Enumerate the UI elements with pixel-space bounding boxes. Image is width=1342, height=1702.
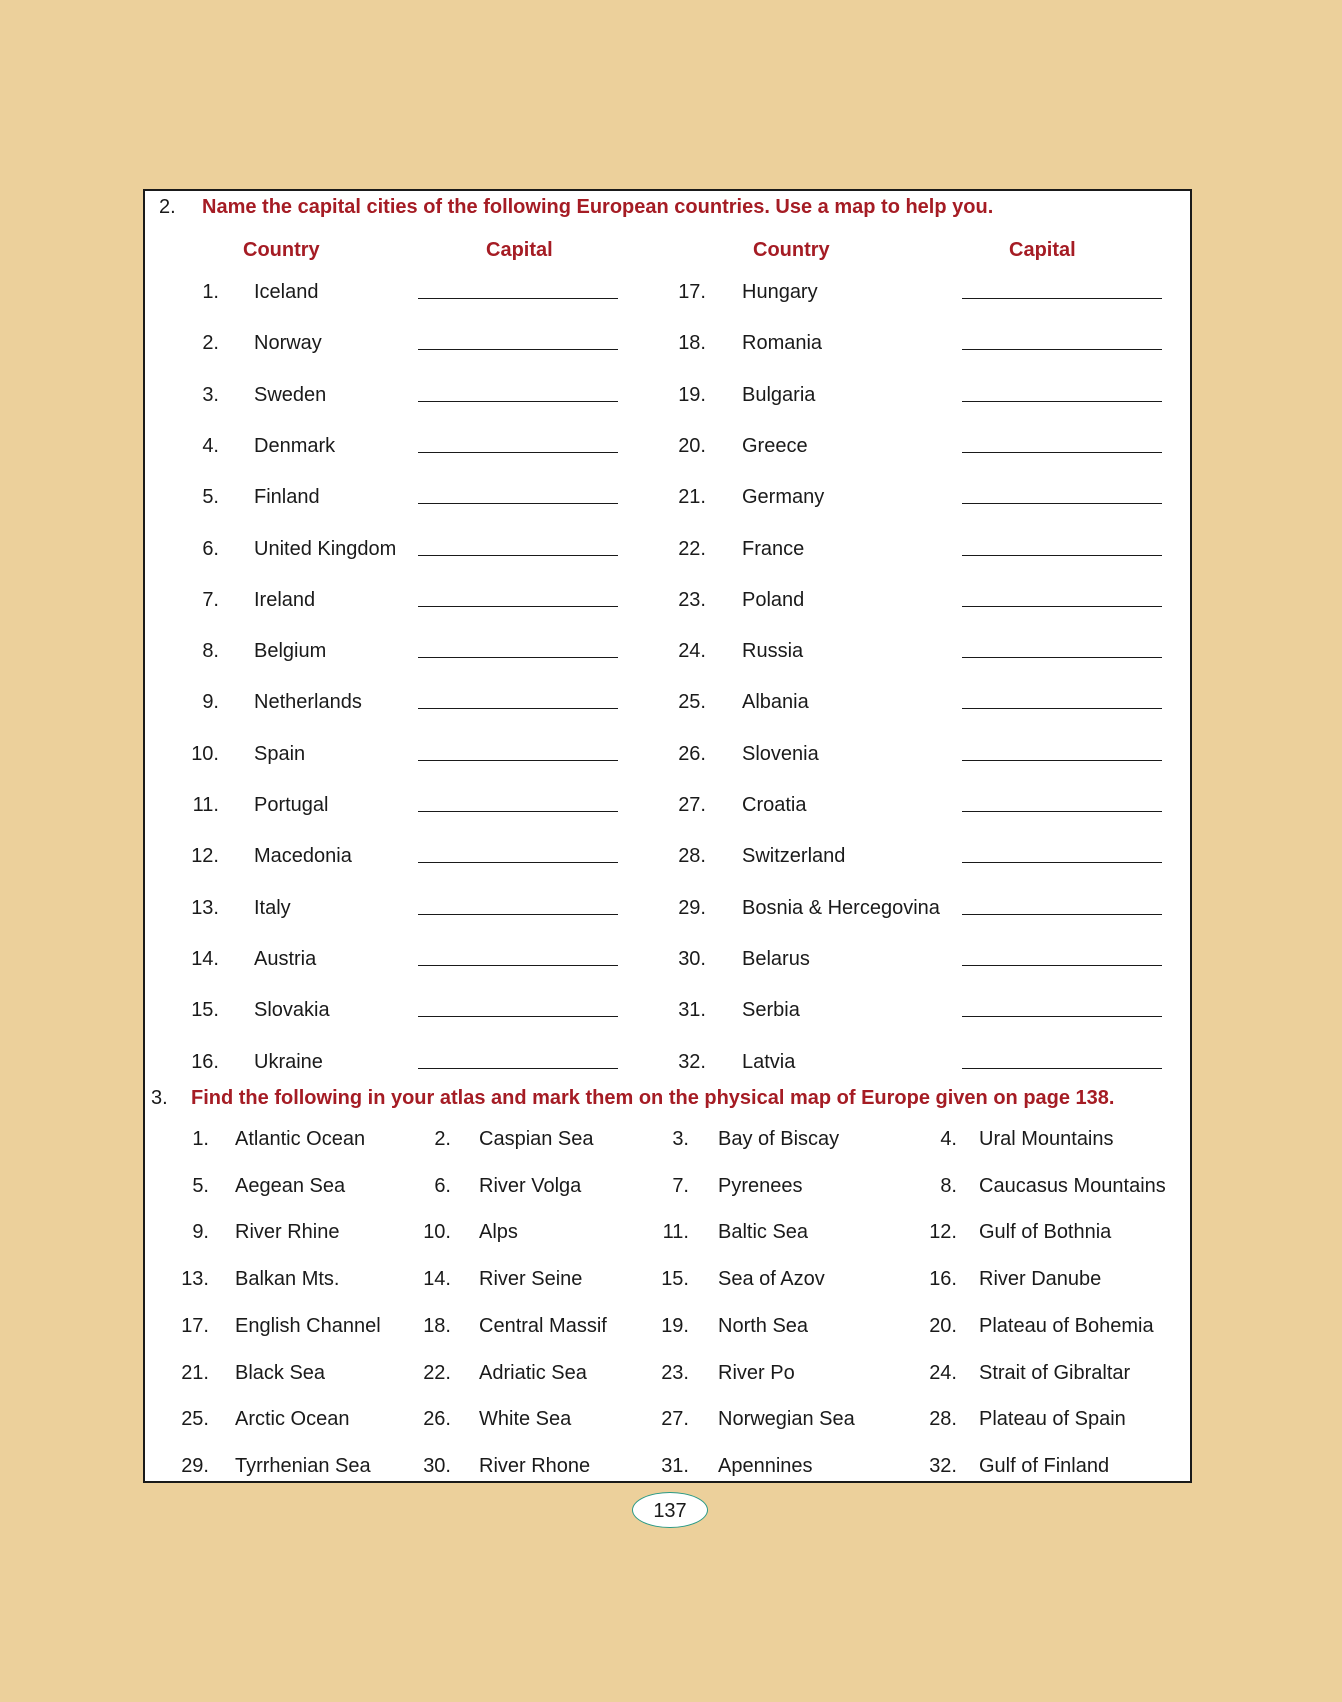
header-capital-right: Capital — [1009, 239, 1076, 261]
country-name: Slovenia — [742, 743, 819, 765]
feature-name: Apennines — [718, 1455, 813, 1477]
country-name: Sweden — [254, 384, 327, 406]
item-number: 30. — [678, 948, 706, 970]
feature-name: Gulf of Bothnia — [979, 1221, 1112, 1243]
capital-answer-line[interactable] — [962, 811, 1162, 812]
capital-answer-line[interactable] — [962, 914, 1162, 915]
capital-answer-line[interactable] — [962, 1068, 1162, 1069]
country-name: Italy — [254, 897, 291, 919]
capital-answer-line[interactable] — [418, 760, 618, 761]
capital-answer-line[interactable] — [418, 555, 618, 556]
feature-name: River Rhone — [479, 1455, 591, 1477]
feature-name: North Sea — [718, 1315, 809, 1337]
feature-name: Plateau of Spain — [979, 1408, 1126, 1430]
capital-answer-line[interactable] — [418, 862, 618, 863]
page-number: 137 — [632, 1492, 708, 1528]
feature-name: River Volga — [479, 1175, 582, 1197]
item-number: 4. — [202, 435, 219, 457]
item-number: 8. — [940, 1175, 957, 1197]
feature-name: Adriatic Sea — [479, 1362, 587, 1384]
capital-answer-line[interactable] — [962, 708, 1162, 709]
item-number: 19. — [661, 1315, 689, 1337]
item-number: 32. — [929, 1455, 957, 1477]
feature-name: Atlantic Ocean — [235, 1128, 366, 1150]
item-number: 11. — [192, 794, 219, 816]
feature-name: Arctic Ocean — [235, 1408, 350, 1430]
feature-name: Strait of Gibraltar — [979, 1362, 1131, 1384]
item-number: 9. — [192, 1221, 209, 1243]
item-number: 27. — [678, 794, 706, 816]
country-name: Serbia — [742, 999, 800, 1021]
item-number: 26. — [423, 1408, 451, 1430]
country-name: Romania — [742, 332, 823, 354]
country-name: Greece — [742, 435, 808, 457]
item-number: 20. — [678, 435, 706, 457]
capital-answer-line[interactable] — [418, 914, 618, 915]
item-number: 11. — [662, 1221, 689, 1243]
capital-answer-line[interactable] — [962, 349, 1162, 350]
feature-name: Alps — [479, 1221, 518, 1243]
q3-number: 3. — [151, 1087, 168, 1109]
item-number: 14. — [191, 948, 219, 970]
capital-answer-line[interactable] — [418, 811, 618, 812]
item-number: 6. — [202, 538, 219, 560]
item-number: 13. — [181, 1268, 209, 1290]
header-country-right: Country — [753, 239, 830, 261]
country-name: Bulgaria — [742, 384, 816, 406]
capital-answer-line[interactable] — [418, 1068, 618, 1069]
country-name: Slovakia — [254, 999, 330, 1021]
item-number: 21. — [678, 486, 706, 508]
capital-answer-line[interactable] — [962, 760, 1162, 761]
feature-name: Pyrenees — [718, 1175, 803, 1197]
item-number: 28. — [929, 1408, 957, 1430]
item-number: 1. — [202, 281, 219, 303]
country-name: Latvia — [742, 1051, 796, 1073]
capital-answer-line[interactable] — [962, 555, 1162, 556]
q2-instruction: Name the capital cities of the following European countries. Use a map to help you. — [202, 196, 994, 218]
capital-answer-line[interactable] — [962, 657, 1162, 658]
capital-answer-line[interactable] — [418, 657, 618, 658]
item-number: 20. — [929, 1315, 957, 1337]
capital-answer-line[interactable] — [418, 401, 618, 402]
item-number: 10. — [423, 1221, 451, 1243]
item-number: 18. — [423, 1315, 451, 1337]
item-number: 29. — [181, 1455, 209, 1477]
header-country-left: Country — [243, 239, 320, 261]
item-number: 18. — [678, 332, 706, 354]
item-number: 29. — [678, 897, 706, 919]
item-number: 30. — [423, 1455, 451, 1477]
country-name: Croatia — [742, 794, 807, 816]
feature-name: Baltic Sea — [718, 1221, 809, 1243]
feature-name: River Po — [718, 1362, 795, 1384]
country-name: Denmark — [254, 435, 336, 457]
item-number: 27. — [661, 1408, 689, 1430]
q3-instruction: Find the following in your atlas and mark them on the physical map of Europe given on page 138. — [191, 1087, 1115, 1109]
item-number: 12. — [929, 1221, 957, 1243]
capital-answer-line[interactable] — [418, 965, 618, 966]
feature-name: Caucasus Mountains — [979, 1175, 1166, 1197]
capital-answer-line[interactable] — [962, 862, 1162, 863]
capital-answer-line[interactable] — [418, 349, 618, 350]
country-name: Germany — [742, 486, 825, 508]
item-number: 31. — [661, 1455, 689, 1477]
feature-name: Sea of Azov — [718, 1268, 825, 1290]
capital-answer-line[interactable] — [962, 965, 1162, 966]
country-name: Russia — [742, 640, 804, 662]
feature-name: Balkan Mts. — [235, 1268, 340, 1290]
item-number: 5. — [192, 1175, 209, 1197]
country-name: Finland — [254, 486, 320, 508]
feature-name: Caspian Sea — [479, 1128, 594, 1150]
feature-name: English Channel — [235, 1315, 381, 1337]
capital-answer-line[interactable] — [418, 708, 618, 709]
capital-answer-line[interactable] — [418, 503, 618, 504]
capital-answer-line[interactable] — [962, 503, 1162, 504]
country-name: Belarus — [742, 948, 810, 970]
capital-answer-line[interactable] — [962, 452, 1162, 453]
country-name: Switzerland — [742, 845, 846, 867]
country-name: Belgium — [254, 640, 327, 662]
item-number: 17. — [678, 281, 706, 303]
feature-name: Plateau of Bohemia — [979, 1315, 1154, 1337]
item-number: 23. — [661, 1362, 689, 1384]
capital-answer-line[interactable] — [962, 606, 1162, 607]
item-number: 16. — [929, 1268, 957, 1290]
country-name: Iceland — [254, 281, 319, 303]
item-number: 8. — [202, 640, 219, 662]
country-name: Netherlands — [254, 691, 362, 713]
item-number: 24. — [678, 640, 706, 662]
item-number: 26. — [678, 743, 706, 765]
country-name: Macedonia — [254, 845, 352, 867]
item-number: 15. — [661, 1268, 689, 1290]
country-name: United Kingdom — [254, 538, 397, 560]
item-number: 4. — [940, 1128, 957, 1150]
item-number: 5. — [202, 486, 219, 508]
item-number: 28. — [678, 845, 706, 867]
feature-name: Central Massif — [479, 1315, 607, 1337]
country-name: Norway — [254, 332, 322, 354]
item-number: 15. — [191, 999, 219, 1021]
item-number: 21. — [181, 1362, 209, 1384]
item-number: 22. — [678, 538, 706, 560]
country-name: Hungary — [742, 281, 818, 303]
feature-name: Norwegian Sea — [718, 1408, 855, 1430]
item-number: 3. — [672, 1128, 689, 1150]
item-number: 2. — [202, 332, 219, 354]
feature-name: Tyrrhenian Sea — [235, 1455, 371, 1477]
country-name: Albania — [742, 691, 809, 713]
item-number: 16. — [191, 1051, 219, 1073]
item-number: 7. — [672, 1175, 689, 1197]
country-name: Portugal — [254, 794, 329, 816]
capital-answer-line[interactable] — [962, 298, 1162, 299]
item-number: 24. — [929, 1362, 957, 1384]
item-number: 25. — [181, 1408, 209, 1430]
item-number: 1. — [192, 1128, 209, 1150]
country-name: Bosnia & Hercegovina — [742, 897, 940, 919]
worksheet-box — [143, 189, 1192, 1483]
capital-answer-line[interactable] — [418, 1016, 618, 1017]
country-name: Spain — [254, 743, 306, 765]
item-number: 6. — [434, 1175, 451, 1197]
item-number: 10. — [191, 743, 219, 765]
feature-name: White Sea — [479, 1408, 572, 1430]
item-number: 9. — [202, 691, 219, 713]
country-name: Ireland — [254, 589, 316, 611]
item-number: 2. — [434, 1128, 451, 1150]
feature-name: River Danube — [979, 1268, 1102, 1290]
item-number: 17. — [181, 1315, 209, 1337]
item-number: 25. — [678, 691, 706, 713]
capital-answer-line[interactable] — [418, 606, 618, 607]
feature-name: Black Sea — [235, 1362, 326, 1384]
feature-name: Ural Mountains — [979, 1128, 1114, 1150]
country-name: France — [742, 538, 805, 560]
item-number: 23. — [678, 589, 706, 611]
country-name: Poland — [742, 589, 805, 611]
capital-answer-line[interactable] — [418, 298, 618, 299]
feature-name: River Rhine — [235, 1221, 340, 1243]
country-name: Austria — [254, 948, 317, 970]
item-number: 13. — [191, 897, 219, 919]
header-capital-left: Capital — [486, 239, 553, 261]
feature-name: Aegean Sea — [235, 1175, 346, 1197]
capital-answer-line[interactable] — [962, 401, 1162, 402]
capital-answer-line[interactable] — [418, 452, 618, 453]
q2-number: 2. — [159, 196, 176, 218]
item-number: 12. — [191, 845, 219, 867]
item-number: 32. — [678, 1051, 706, 1073]
country-name: Ukraine — [254, 1051, 323, 1073]
item-number: 19. — [678, 384, 706, 406]
item-number: 7. — [202, 589, 219, 611]
capital-answer-line[interactable] — [962, 1016, 1162, 1017]
item-number: 3. — [202, 384, 219, 406]
item-number: 22. — [423, 1362, 451, 1384]
item-number: 14. — [423, 1268, 451, 1290]
item-number: 31. — [678, 999, 706, 1021]
feature-name: River Seine — [479, 1268, 583, 1290]
feature-name: Bay of Biscay — [718, 1128, 840, 1150]
feature-name: Gulf of Finland — [979, 1455, 1110, 1477]
